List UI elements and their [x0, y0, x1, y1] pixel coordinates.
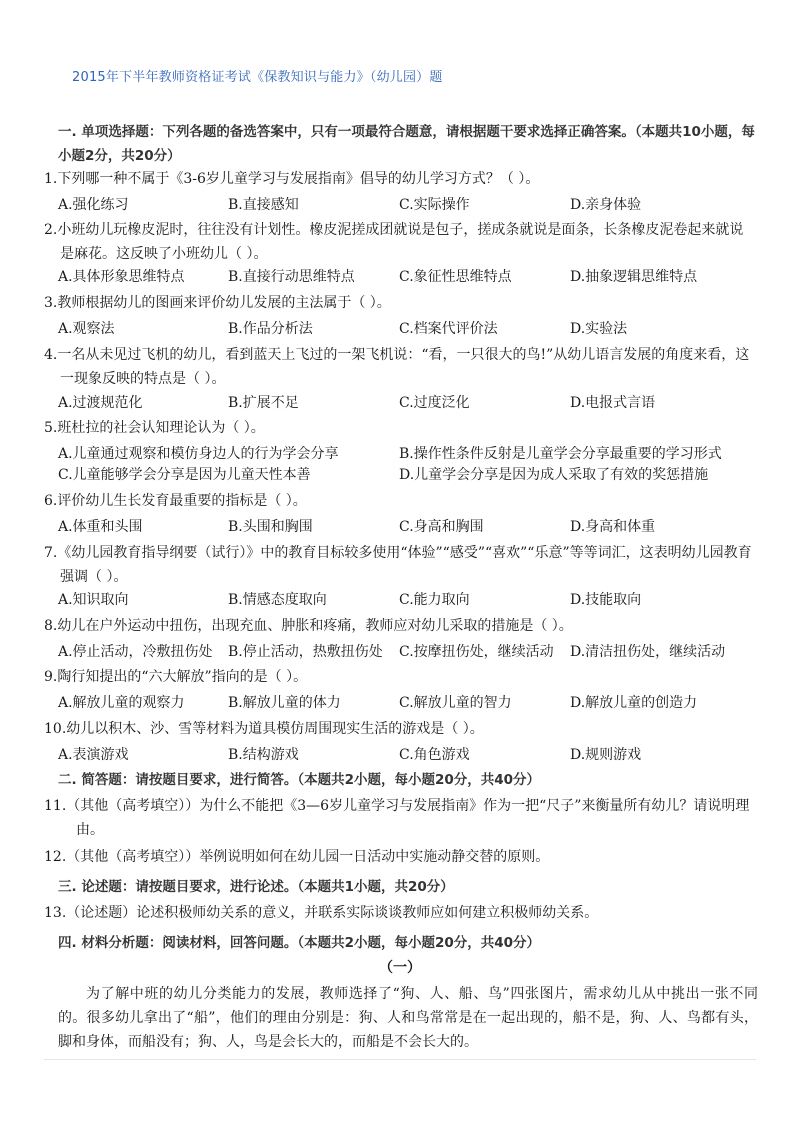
option-d: D.身高和体重: [570, 519, 656, 535]
option-d: D.亲身体验: [570, 197, 642, 213]
question-2: [44, 218, 756, 266]
question-12: [44, 845, 756, 869]
option-b: B.直接感知: [228, 197, 299, 213]
option-b: B.作品分析法: [228, 321, 313, 337]
option-d: D.规则游戏: [570, 747, 642, 763]
option-c: C.象征性思维特点: [399, 269, 512, 285]
option-d: D.清洁扭伤处，继续活动: [570, 644, 726, 660]
option-a: A.表演游戏: [58, 747, 129, 763]
document-title: 2015年下半年教师资格证考试《保教知识与能力》（幼儿园）题: [72, 70, 443, 85]
option-b: B.解放儿童的体力: [228, 695, 341, 711]
question-3: [44, 291, 756, 315]
option-b: B.结构游戏: [228, 747, 299, 763]
question-stem: 2.小班幼儿玩橡皮泥时，往往没有计划性。橡皮泥搓成团就说是包子，搓成条就说是面条，长条橡皮泥卷起来就说是麻花。这反映了小班幼儿（ ）。: [44, 222, 744, 262]
question-stem: 11.（其他（高考填空））为什么不能把《3—6岁儿童学习与发展指南》作为一把“尺子”来衡量所有幼儿？请说明理由。: [44, 798, 750, 838]
option-b: B.情感态度取向: [228, 592, 327, 608]
material-paragraph: 为了解中班的幼儿分类能力的发展，教师选择了“狗、人、船、鸟”四张图片，需求幼儿从中挑出一张不同的。很多幼儿拿出了“船”，他们的理由分别是：狗、人和鸟常常是在一起出现的，船不是，狗、人、鸟都有头，脚和身体，而船没有；狗、人，鸟是会长大的，而船是不会长大的。: [58, 986, 758, 1050]
question-11: [44, 794, 756, 842]
option-c: C.身高和胸围: [399, 519, 484, 535]
question-stem: 10.幼儿以积木、沙、雪等材料为道具模仿周围现实生活的游戏是（ ）。: [44, 721, 484, 737]
material-subtitle: （一）: [379, 960, 421, 976]
section-heading-single-choice: 一. 单项选择题：下列各题的备选答案中，只有一项最符合题意，请根据题干要求选择正确答案。（本题共10小题，每小题2分，共20分）: [58, 124, 755, 164]
option-d: D.解放儿童的创造力: [570, 695, 698, 711]
section-heading-essay: 三. 论述题：请按题目要求，进行论述。（本题共1小题，共20分）: [58, 879, 454, 895]
option-a: A.具体形象思维特点: [58, 269, 185, 285]
question-stem: 3.教师根据幼儿的图画来评价幼儿发展的主法属于（ ）。: [44, 295, 391, 311]
option-a: A.强化练习: [58, 197, 129, 213]
section-heading-short-answer: 二. 简答题：请按题目要求，进行简答。（本题共2小题，每小题20分，共40分）: [58, 772, 541, 788]
option-c: C.按摩扭伤处，继续活动: [399, 644, 554, 660]
option-a: A.体重和头围: [58, 519, 143, 535]
option-a: A.解放儿童的观察力: [58, 695, 185, 711]
question-13: [44, 901, 756, 925]
option-a: A.儿童通过观察和模仿身边人的行为学会分享: [58, 446, 339, 462]
option-c: C.解放儿童的智力: [399, 695, 512, 711]
option-a: A.知识取向: [58, 592, 129, 608]
question-10: [44, 717, 756, 741]
option-d: D.电报式言语: [570, 395, 656, 411]
option-b: B.头围和胸围: [228, 519, 313, 535]
option-b: B.操作性条件反射是儿童学会分享最重要的学习形式: [399, 446, 722, 462]
question-stem: 9.陶行知提出的“六大解放”指向的是（ ）。: [44, 669, 308, 685]
option-d: D.实验法: [570, 321, 628, 337]
question-6: [44, 489, 756, 513]
question-stem: 13.（论述题）论述积极师幼关系的意义，并联系实际谈谈教师应如何建立积极师幼关系。: [44, 905, 599, 921]
section-heading-material-analysis: 四. 材料分析题：阅读材料，回答问题。（本题共2小题，每小题20分，共40分）: [58, 935, 541, 951]
question-4: [44, 343, 756, 391]
option-b: B.直接行动思维特点: [228, 269, 355, 285]
option-d: D.抽象逻辑思维特点: [570, 269, 698, 285]
question-stem: 6.评价幼儿生长发育最重要的指标是（ ）。: [44, 493, 307, 509]
question-stem: 7.《幼儿园教育指导纲要（试行）》中的教育目标较多使用“体验”“感受”“喜欢”“乐意”等等词汇，这表明幼儿园教育强调（ ）。: [44, 545, 752, 585]
question-stem: 8.幼儿在户外运动中扭伤，出现充血、肿胀和疼痛，教师应对幼儿采取的措施是（ ）。: [44, 618, 573, 634]
option-d: D.技能取向: [570, 592, 642, 608]
question-9: [44, 665, 756, 689]
question-8: [44, 614, 756, 638]
option-c: C.过度泛化: [399, 395, 470, 411]
option-c: C.能力取向: [399, 592, 470, 608]
question-1: [44, 167, 756, 191]
option-d: D.儿童学会分享是因为成人采取了有效的奖惩措施: [399, 467, 709, 483]
question-stem: 1.下列哪一种不属于《3-6岁儿童学习与发展指南》倡导的幼儿学习方式？（ ）。: [44, 171, 540, 187]
option-c: C.实际操作: [399, 197, 470, 213]
option-a: A.停止活动，冷敷扭伤处: [58, 644, 213, 660]
page-divider: [44, 1059, 756, 1060]
question-stem: 12.（其他（高考填空））举例说明如何在幼儿园一日活动中实施动静交替的原则。: [44, 849, 550, 865]
question-5: [44, 416, 756, 440]
question-stem: 5.班杜拉的社会认知理论认为（ ）。: [44, 420, 265, 436]
option-a: A.观察法: [58, 321, 115, 337]
option-a: A.过渡规范化: [58, 395, 143, 411]
option-c: C.儿童能够学会分享是因为儿童天性本善: [58, 467, 311, 483]
question-7: [44, 541, 756, 589]
option-b: B.停止活动，热敷扭伤处: [228, 644, 383, 660]
option-b: B.扩展不足: [228, 395, 299, 411]
option-c: C.角色游戏: [399, 747, 470, 763]
question-stem: 4.一名从未见过飞机的幼儿，看到蓝天上飞过的一架飞机说：“看，一只很大的鸟!”从幼儿语言发展的角度来看，这一现象反映的特点是（ ）。: [44, 347, 750, 387]
option-c: C.档案代评价法: [399, 321, 498, 337]
